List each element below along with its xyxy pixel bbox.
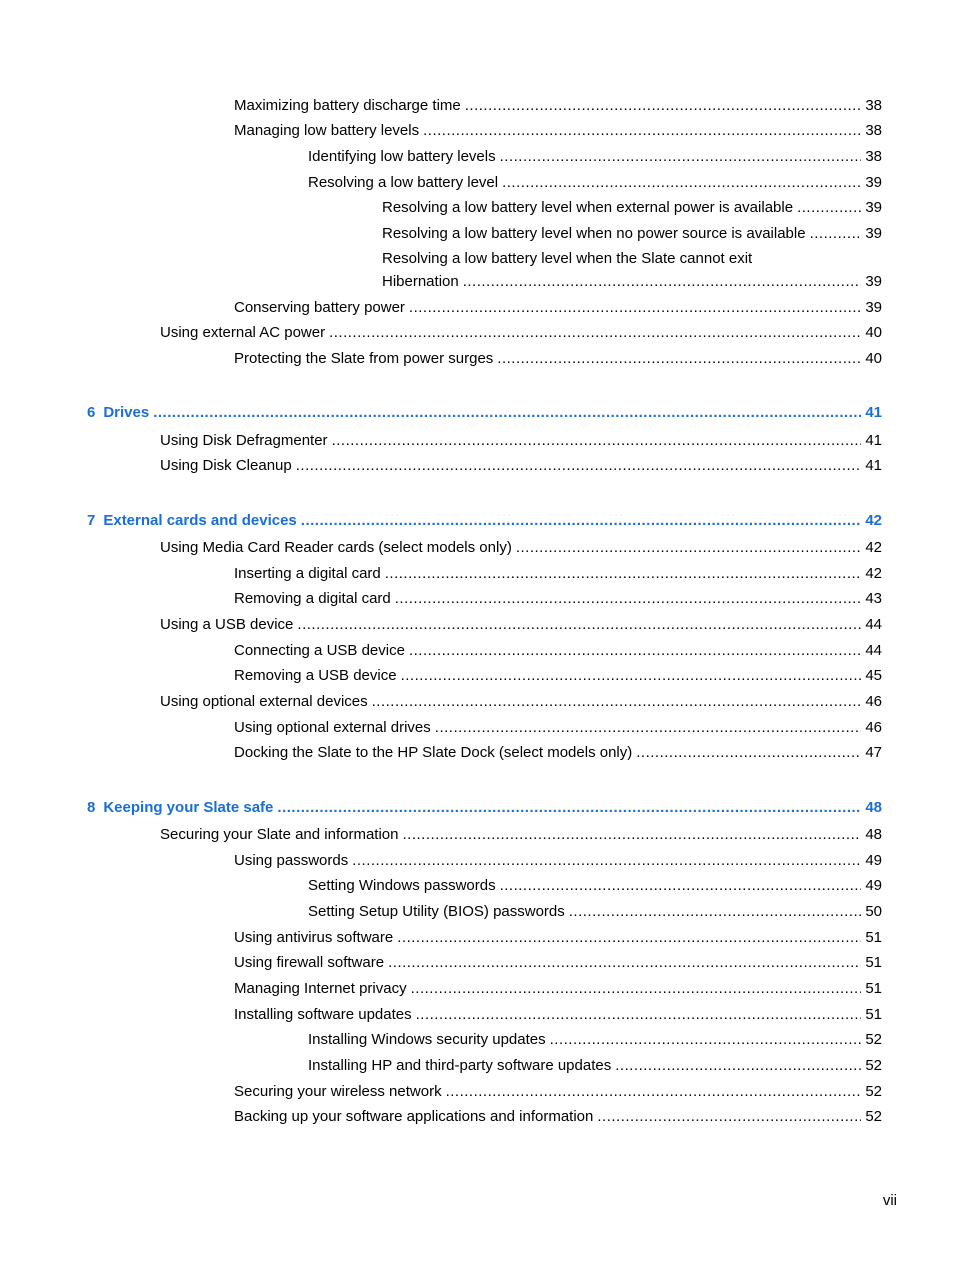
dot-leader <box>615 1057 861 1075</box>
toc-entry-title: Identifying low battery levels <box>308 148 496 165</box>
dot-leader <box>500 148 862 166</box>
toc-entry[interactable] <box>234 744 882 762</box>
dot-leader <box>329 324 861 342</box>
dot-leader <box>153 404 861 422</box>
dot-leader <box>550 1031 862 1049</box>
toc-entry[interactable] <box>234 929 882 947</box>
dot-leader <box>797 199 861 217</box>
toc-entry[interactable] <box>234 350 882 368</box>
toc-entry-title: Conserving battery power <box>234 299 405 316</box>
toc-entry-title: Setting Windows passwords <box>308 877 496 894</box>
dot-leader <box>352 852 861 870</box>
toc-entry[interactable] <box>234 852 882 870</box>
toc-entry-title: Connecting a USB device <box>234 642 405 659</box>
dot-leader <box>435 719 862 737</box>
toc-page-number: 49 <box>865 852 882 869</box>
toc-page-number: 48 <box>865 826 882 843</box>
toc-entry[interactable] <box>234 590 882 608</box>
toc-entry-title: Using optional external devices <box>160 693 368 710</box>
dot-leader <box>569 903 862 921</box>
page-number: vii <box>882 1192 897 1209</box>
toc-page-number: 52 <box>865 1108 882 1125</box>
toc-page-number: 39 <box>865 174 882 191</box>
toc-entry[interactable] <box>308 1057 882 1075</box>
toc-entry-title: Installing software updates <box>234 1006 412 1023</box>
toc-entry[interactable] <box>234 954 882 972</box>
dot-leader <box>502 174 861 192</box>
dot-leader <box>497 350 861 368</box>
toc-page-number: 41 <box>865 404 882 421</box>
toc-page-number: 51 <box>865 980 882 997</box>
toc-entry-title: Removing a USB device <box>234 667 397 684</box>
toc-entry[interactable] <box>160 539 882 557</box>
toc-page-number: 44 <box>865 642 882 659</box>
toc-page-number: 51 <box>865 929 882 946</box>
dot-leader <box>446 1083 862 1101</box>
toc-page-number: 48 <box>865 799 882 816</box>
toc-page-number: 39 <box>865 225 882 242</box>
toc-page-number: 52 <box>865 1057 882 1074</box>
toc-page-number: 47 <box>865 744 882 761</box>
toc-page-number: 46 <box>865 693 882 710</box>
toc-entry[interactable] <box>234 1083 882 1101</box>
toc-entry-title: Securing your wireless network <box>234 1083 442 1100</box>
toc-entry-title: Using antivirus software <box>234 929 394 946</box>
toc-entry-title: Using optional external drives <box>234 719 431 736</box>
toc-page-number: 38 <box>865 122 882 139</box>
toc-entry[interactable] <box>382 199 882 217</box>
dot-leader <box>409 299 861 317</box>
dot-leader <box>465 97 862 115</box>
toc-page-number: 38 <box>865 148 882 165</box>
toc-entry-title-line: Resolving a low battery level when the Slate cannot exit <box>382 250 753 267</box>
toc-entry-title: Using a USB device <box>160 616 294 633</box>
toc-entry-title: Inserting a digital card <box>234 565 381 582</box>
toc-chapter-title: Drives <box>103 404 150 421</box>
toc-entry-title: Managing Internet privacy <box>234 980 407 997</box>
toc-page-number: 38 <box>865 97 882 114</box>
toc-entry-title: Setting Setup Utility (BIOS) passwords <box>308 903 565 920</box>
toc-chapter-link[interactable] <box>87 799 882 817</box>
dot-leader <box>597 1108 861 1126</box>
toc-entry[interactable] <box>160 432 882 450</box>
toc-entry[interactable] <box>308 877 882 895</box>
toc-entry[interactable] <box>382 225 882 243</box>
toc-entry-title: Using external AC power <box>160 324 326 341</box>
toc-page-number: 42 <box>865 565 882 582</box>
toc-entry[interactable] <box>160 693 882 711</box>
toc-entry-title: Resolving a low battery level when external power is available <box>382 199 794 216</box>
toc-entry-title: Securing your Slate and information <box>160 826 399 843</box>
toc-chapter-number: 8 <box>87 799 96 816</box>
toc-entry[interactable] <box>234 97 882 115</box>
dot-leader <box>301 512 862 530</box>
dot-leader <box>810 225 862 243</box>
dot-leader <box>388 954 861 972</box>
toc-page-number: 42 <box>865 512 882 529</box>
dot-leader <box>397 929 861 947</box>
dot-leader <box>409 642 861 660</box>
toc-entry[interactable] <box>160 457 882 475</box>
toc-entry-title: Maximizing battery discharge time <box>234 97 461 114</box>
toc-entry-title: Using Media Card Reader cards (select models only) <box>160 539 512 556</box>
toc-chapter-title: External cards and devices <box>103 512 297 529</box>
toc-page-number: 49 <box>865 877 882 894</box>
toc-entry-title: Docking the Slate to the HP Slate Dock (select models only) <box>234 744 633 761</box>
toc-entry[interactable] <box>382 273 882 291</box>
toc-entry-title: Using Disk Defragmenter <box>160 432 328 449</box>
toc-entry-title: Installing HP and third-party software updates <box>308 1057 612 1074</box>
toc-entry[interactable] <box>234 667 882 685</box>
toc-entry-title: Installing Windows security updates <box>308 1031 546 1048</box>
toc-page-number: 50 <box>865 903 882 920</box>
toc-page-number: 44 <box>865 616 882 633</box>
toc-entry[interactable] <box>234 122 882 140</box>
dot-leader <box>401 667 862 685</box>
toc-page-number: 40 <box>865 324 882 341</box>
toc-entry-title: Backing up your software applications and information <box>234 1108 594 1125</box>
dot-leader <box>411 980 862 998</box>
toc-entry[interactable] <box>234 642 882 660</box>
dot-leader <box>296 457 862 475</box>
toc-page-number: 42 <box>865 539 882 556</box>
toc-entry[interactable] <box>234 1108 882 1126</box>
toc-entry-title: Using Disk Cleanup <box>160 457 292 474</box>
toc-entry[interactable] <box>160 826 882 844</box>
dot-leader <box>463 273 862 291</box>
toc-page-number: 46 <box>865 719 882 736</box>
toc-entry[interactable] <box>160 324 882 342</box>
dot-leader <box>297 616 861 634</box>
toc-entry-title: Removing a digital card <box>234 590 391 607</box>
dot-leader <box>500 877 862 895</box>
dot-leader <box>385 565 862 583</box>
toc-page-number: 41 <box>865 457 882 474</box>
toc-page-number: 51 <box>865 1006 882 1023</box>
toc-page-number: 45 <box>865 667 882 684</box>
toc-chapter-number: 6 <box>87 404 96 421</box>
dot-leader <box>516 539 862 557</box>
toc-entry[interactable] <box>308 903 882 921</box>
toc-page-number: 39 <box>865 199 882 216</box>
toc-chapter-title: Keeping your Slate safe <box>103 799 274 816</box>
toc-page-number: 39 <box>865 273 882 290</box>
toc-entry[interactable] <box>234 299 882 317</box>
toc-chapter-link[interactable] <box>87 404 882 422</box>
dot-leader <box>277 799 861 817</box>
toc-page-number: 52 <box>865 1083 882 1100</box>
dot-leader <box>372 693 862 711</box>
dot-leader <box>402 826 861 844</box>
dot-leader <box>395 590 862 608</box>
dot-leader <box>416 1006 862 1024</box>
toc-page-number: 51 <box>865 954 882 971</box>
toc-entry-title: Managing low battery levels <box>234 122 420 139</box>
toc-entry-title: Resolving a low battery level <box>308 174 499 191</box>
toc-entry-title: Using firewall software <box>234 954 385 971</box>
toc-entry-title: Resolving a low battery level when no power source is available <box>382 225 806 242</box>
toc-entry[interactable] <box>234 980 882 998</box>
toc-entry-title: Using passwords <box>234 852 349 869</box>
toc-page-number: 39 <box>865 299 882 316</box>
toc-page-number: 52 <box>865 1031 882 1048</box>
dot-leader <box>636 744 861 762</box>
toc-entry[interactable] <box>234 565 882 583</box>
toc-entry[interactable] <box>308 148 882 166</box>
toc-entry[interactable] <box>308 174 882 192</box>
toc-entry[interactable] <box>234 719 882 737</box>
toc-entry-title: Hibernation <box>382 273 459 290</box>
toc-chapter-number: 7 <box>87 512 96 529</box>
toc-page-number: 41 <box>865 432 882 449</box>
toc-entry[interactable] <box>234 1006 882 1024</box>
toc-page-number: 43 <box>865 590 882 607</box>
dot-leader <box>332 432 862 450</box>
toc-entry[interactable] <box>160 616 882 634</box>
toc-page-number: 40 <box>865 350 882 367</box>
toc-entry[interactable] <box>308 1031 882 1049</box>
dot-leader <box>423 122 861 140</box>
toc-entry-title: Protecting the Slate from power surges <box>234 350 494 367</box>
toc-chapter-link[interactable] <box>87 512 882 530</box>
